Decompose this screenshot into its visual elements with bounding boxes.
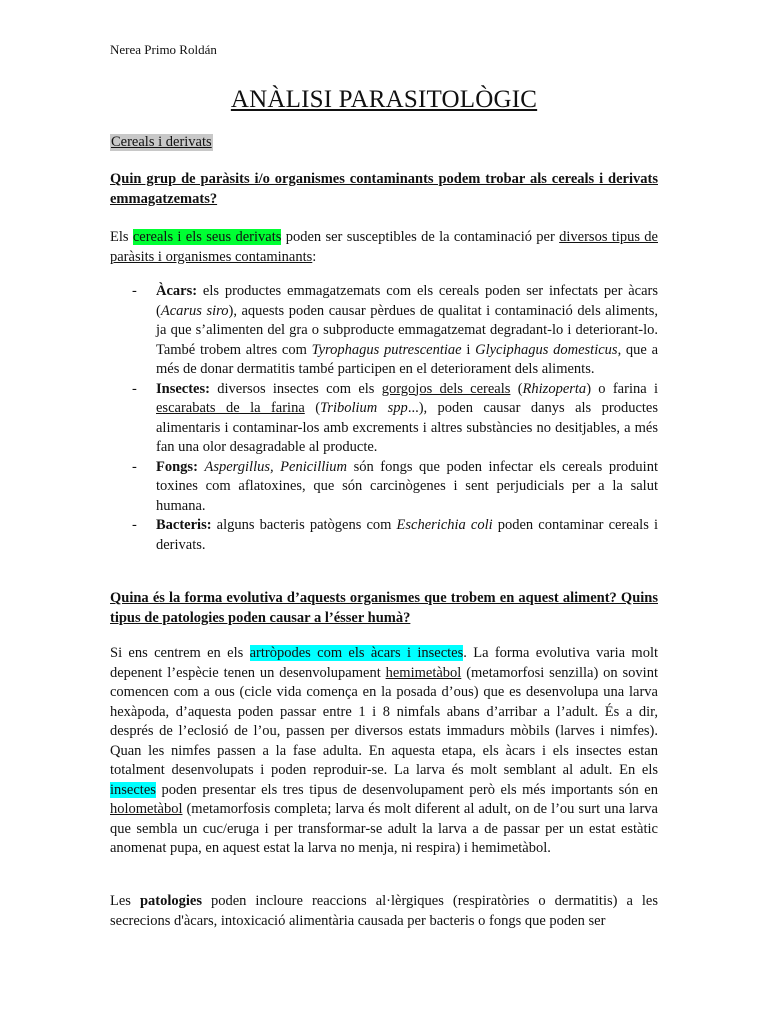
question-2: Quina és la forma evolutiva d’aquests organismes que trobem en aquest aliment? Quins tipus de patologies poden causar a l’ésser humà?: [110, 590, 658, 626]
author-name: Nerea Primo Roldán: [110, 42, 217, 57]
list-item-insectes: - Insectes: diversos insectes com els gorgojos dels cereals (Rhizoperta) o farina i escarabats de la farina (Tribolium spp...), poden causar danys als productes alimentaris i contaminar-los amb excrements i altres substàncies no desitjables, a més fan una olor desagradable al producte.: [132, 380, 658, 455]
pathology-paragraph: Les patologies poden incloure reaccions al·lèrgiques (respiratòries o dermatitis) a les secrecions d'àcars, intoxicació alimentària causada per bacteris o fongs que poden ser: [110, 893, 659, 929]
document-title: ANÀLISI PARASITOLÒGIC: [230, 86, 538, 113]
intro-paragraph: Els cereals i els seus derivats poden ser susceptibles de la contaminació per diversos tipus de paràsits i organismes contaminants:: [110, 229, 658, 265]
highlight-artropodes: artròpodes com els àcars i insectes: [249, 645, 464, 661]
list-item-acars: - Àcars: els productes emmagatzemats com els cereals poden ser infectats per àcars (Acarus siro), aquests poden causar pèrdues de qualitat i contaminació dels aliments, ja que s’alimenten del gra o subproducte emmagatzemat degradant-lo i deteriorant-lo. També trobem altres com Tyrophagus putrescentiae i Glyciphagus domesticus, que a més de donar dermatitis també participen en el deteriorament dels aliments.: [132, 283, 659, 377]
list-item-fongs: - Fongs: Aspergillus, Penicillium són fongs que poden infectar els cereals produint toxines com aflatoxines, que són carcinògenes i sent perjudicials per a la salut humana.: [132, 458, 658, 514]
contaminants-list: [110, 282, 658, 555]
label-insectes: Insectes:: [156, 380, 210, 397]
label-bacteris: Bacteris:: [156, 517, 212, 533]
underline-parasits: diversos tipus de paràsits i organismes contaminants: [110, 229, 658, 265]
section-heading: Cereals i derivats: [111, 134, 212, 150]
highlight-cereals: cereals i els seus derivats: [132, 229, 282, 245]
label-fongs: Fongs:: [156, 458, 198, 475]
question-1: Quin grup de paràsits i/o organismes contaminants podem trobar als cereals i derivats emmagatzemats?: [110, 171, 658, 207]
highlight-insectes: insectes: [110, 781, 156, 798]
evolution-paragraph: Si ens centrem en els artròpodes com els àcars i insectes. La forma evolutiva varia molt depenent l’espècie tenen un desenvolupament hemimetàbol (metamorfosi senzilla) on sovint comencen com a ous (cicle vida comença en la posada d’ous) que es desenvolupa una larva hexàpoda, d’aquesta poden passar entre 1 i 8 nimfals abans d’arribar a l’adult. És a dir, després de l’eclosió de l’ou, passen per diversos estats immadurs mòbils (larves i nimfes). Quan les nimfes passen a la fase adulta. En aquesta etapa, els àcars i els insectes estan totalment desenvolupats i poden reproduir-se. La larva és molt semblant al adult. En els insectes poden presentar els tres tipus de desenvolupament però els més importants són en holometàbol (metamorfosis completa; larva és molt diferent al adult, on de l’ou surt una larva que sembla un cuc/eruga i per transformar-se adult la larva a de passar per un estat estàtic anomenat pupa, en aquest estat la larva no menja, ni respira) i hemimetàbol.: [110, 645, 659, 856]
label-acars: Àcars:: [156, 283, 198, 299]
list-item-bacteris: - Bacteris: alguns bacteris patògens com Escherichia coli poden contaminar cereals i derivats.: [132, 517, 658, 553]
